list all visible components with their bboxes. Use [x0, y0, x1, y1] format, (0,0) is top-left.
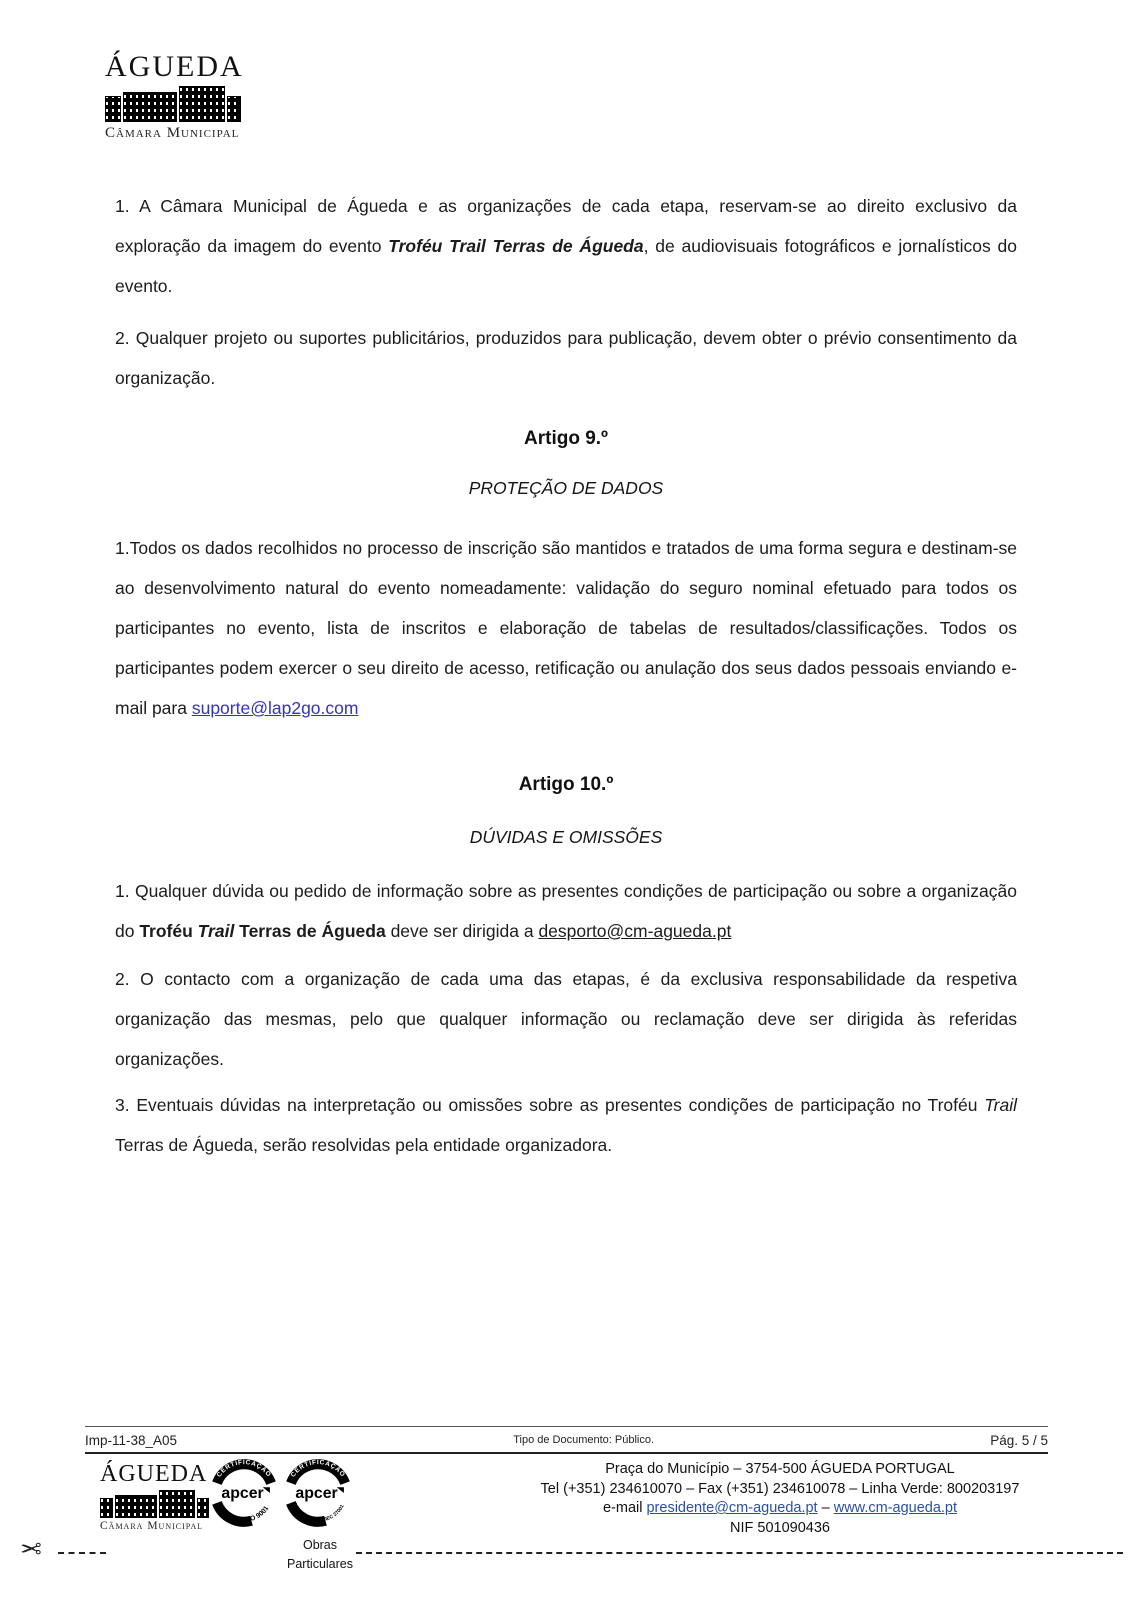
paragraph-publicity	[115, 318, 1017, 398]
address-line: Praça do Município – 3754-500 ÁGUEDA PORTUGAL	[605, 1461, 955, 1477]
link[interactable]: www.cm-agueda.pt	[833, 1500, 958, 1516]
text-run: 1.Todos os dados recolhidos no processo de inscrição são mantidos e tratados de uma forma segura e destinam-se ao desenvolvimento natural do evento nomeadamente: validação do seguro nominal efetuado para todos os participantes no evento, lista de inscritos e elaboração de tabelas de resultados/classificações. Todos os participantes podem exercer o seu direito de acesso, retificação ou anulação dos seus dados pessoais enviando e-mail para	[115, 538, 1017, 718]
footer-info-row	[85, 1430, 1048, 1450]
text-run: Trail	[984, 1095, 1017, 1115]
cut-line-short	[58, 1552, 106, 1554]
address-line	[500, 1499, 1060, 1519]
paragraph-doubts-contact	[115, 871, 1017, 951]
text-run: e-mail	[602, 1500, 647, 1516]
footer-building-icon	[100, 1490, 215, 1518]
article-10-subtitle: DÚVIDAS E OMISSÕES	[469, 827, 663, 847]
text-run: Terras de Águeda	[234, 921, 386, 941]
link[interactable]: presidente@cm-agueda.pt	[646, 1500, 818, 1516]
text-run: 3. Eventuais dúvidas na interpretação ou omissões sobre as presentes condições de participação no Troféu	[115, 1095, 985, 1115]
building-icon	[105, 86, 255, 122]
header-logo	[105, 52, 255, 141]
footer-logo-title: ÁGUEDA	[100, 1461, 208, 1487]
svg-text:CERTIFICAÇÃO: CERTIFICAÇÃO	[289, 1459, 347, 1479]
text-run: 2. Qualquer projeto ou suportes publicitários, produzidos para publicação, devem obter o prévio consentimento da organização.	[115, 328, 1017, 388]
document-type: Tipo de Documento: Público.	[513, 1434, 655, 1446]
footer-logo	[100, 1462, 215, 1532]
paragraph-data-protection	[115, 528, 1017, 728]
apcer-iso9001-badge-icon	[208, 1457, 280, 1529]
svg-text:ISO 9001: ISO 9001	[244, 1505, 271, 1524]
text-run: Troféu Trail Terras de Águeda	[388, 236, 644, 256]
text-run: Troféu	[139, 921, 198, 941]
text-run: deve ser dirigida a	[385, 921, 539, 941]
footer-rule-bottom	[85, 1452, 1048, 1454]
apcer-iso27001-badge-icon	[282, 1457, 354, 1529]
svg-text:apcer: apcer	[295, 1485, 338, 1503]
document-code: Imp-11-38_A05	[85, 1432, 178, 1448]
svg-text:ISO/IEC 27001: ISO/IEC 27001	[315, 1503, 346, 1524]
text-run: desporto@cm-agueda.pt	[538, 921, 732, 941]
article-9-title: Artigo 9.º	[524, 428, 608, 449]
obras-particulares-label: Obras Particulares	[287, 1538, 353, 1571]
address-line: Tel (+351) 234610070 – Fax (+351) 234610078 – Linha Verde: 800203197	[540, 1480, 1020, 1497]
address-nif: NIF 501090436	[730, 1519, 830, 1536]
text-run: , de audiovisuais fotográficos e jornalísticos do evento.	[115, 236, 1018, 296]
text-run: Trail	[197, 921, 235, 941]
article-9-subtitle: PROTEÇÃO DE DADOS	[468, 478, 664, 498]
scissors-icon: ✂	[20, 1534, 42, 1564]
article-10-title: Artigo 10.º	[518, 774, 614, 795]
svg-text:apcer: apcer	[221, 1485, 264, 1503]
link[interactable]: suporte@lap2go.com	[191, 698, 359, 718]
paragraph-omissions	[115, 1085, 1017, 1165]
cut-line-long	[356, 1552, 1123, 1554]
logo-subtitle: Câmara Municipal	[105, 125, 240, 141]
footer-rule-top	[85, 1426, 1048, 1427]
text-run: 1. Qualquer dúvida ou pedido de informação sobre as presentes condições de participação ou sobre a organização do	[115, 881, 1017, 941]
footer-address	[500, 1460, 1060, 1538]
text-run: Terras de Águeda, serão resolvidas pela entidade organizadora.	[115, 1135, 613, 1155]
svg-text:CERTIFICAÇÃO: CERTIFICAÇÃO	[215, 1459, 273, 1479]
logo-title: ÁGUEDA	[105, 50, 244, 83]
text-run: –	[817, 1500, 834, 1516]
paragraph-stage-contact	[115, 959, 1017, 1079]
page-number: Pág. 5 / 5	[990, 1432, 1048, 1448]
footer-logo-subtitle: Câmara Municipal	[100, 1520, 204, 1532]
text-run: 1. A Câmara Municipal de Águeda e as organizações de cada etapa, reservam-se ao direito exclusivo da exploração da imagem do evento	[115, 196, 1017, 256]
text-run: 2. O contacto com a organização de cada uma das etapas, é da exclusiva responsabilidade da respetiva organização das mesmas, pelo que qualquer informação ou reclamação deve ser dirigida às referidas organizações.	[115, 969, 1017, 1069]
paragraph-image-rights	[115, 186, 1017, 306]
document-body	[115, 158, 1017, 1165]
